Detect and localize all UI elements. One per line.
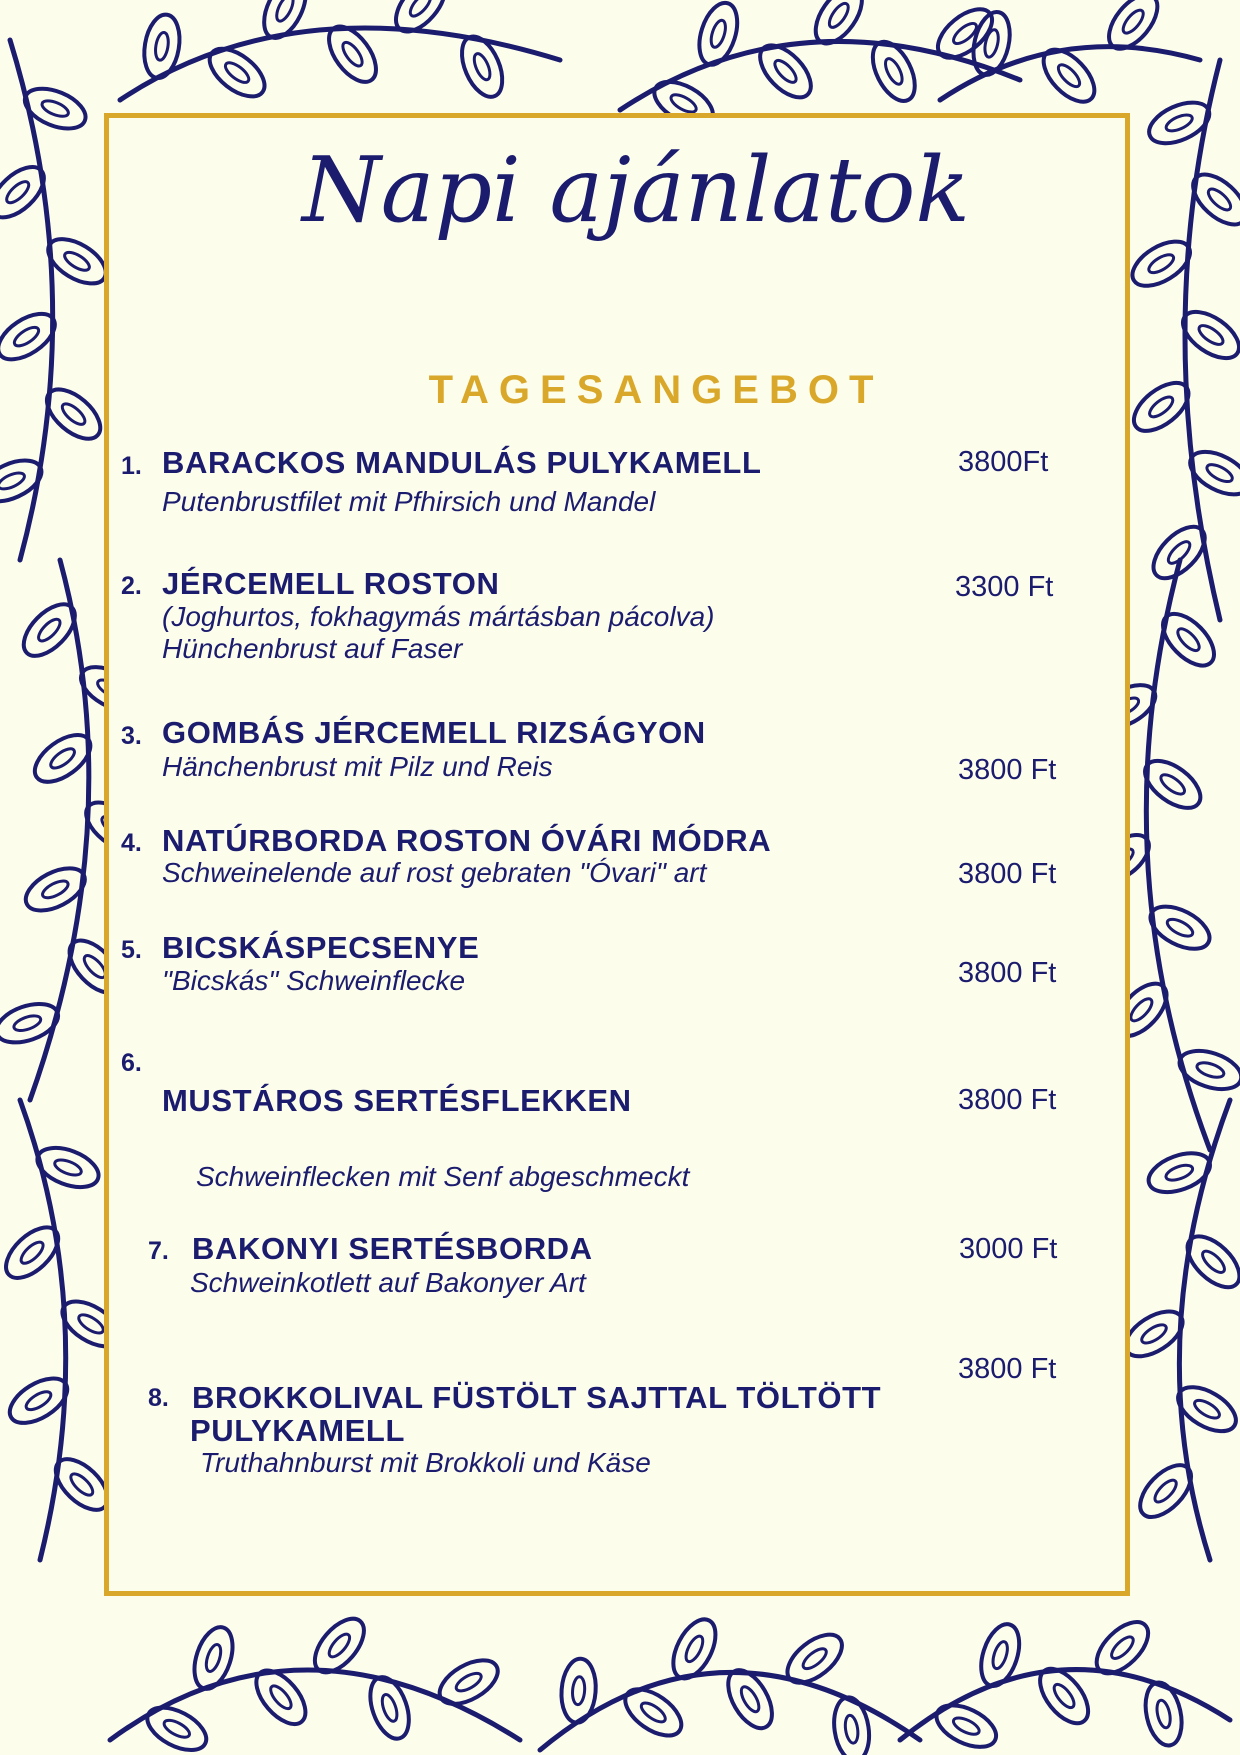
item-name: BARACKOS MANDULÁS PULYKAMELL bbox=[162, 445, 762, 480]
item-name: BICSKÁSPECSENYE bbox=[162, 930, 480, 965]
item-description: Hänchenbrust mit Pilz und Reis bbox=[162, 751, 553, 782]
item-price: 3800 Ft bbox=[958, 858, 1057, 890]
item-description: Schweinelende auf rost gebraten "Óvari" art bbox=[162, 857, 707, 888]
item-number: 6. bbox=[121, 1049, 142, 1077]
item-name: BROKKOLIVAL FÜSTÖLT SAJTTAL TÖLTÖTT bbox=[192, 1380, 882, 1415]
item-number: 7. bbox=[148, 1237, 169, 1265]
item-name: BAKONYI SERTÉSBORDA bbox=[192, 1231, 593, 1266]
item-name: NATÚRBORDA ROSTON ÓVÁRI MÓDRA bbox=[162, 823, 772, 858]
item-price: 3800 Ft bbox=[958, 1353, 1057, 1385]
item-price: 3300 Ft bbox=[955, 571, 1054, 603]
item-price: 3800Ft bbox=[958, 446, 1049, 478]
item-name-continued: PULYKAMELL bbox=[190, 1413, 405, 1448]
item-description: Schweinflecken mit Senf abgeschmeckt bbox=[196, 1161, 690, 1192]
item-price: 3800 Ft bbox=[958, 957, 1057, 989]
item-name: MUSTÁROS SERTÉSFLEKKEN bbox=[162, 1083, 632, 1118]
item-number: 3. bbox=[121, 722, 142, 750]
item-description: (Joghurtos, fokhagymás mártásban pácolva) bbox=[162, 601, 715, 632]
menu-subtitle: TAGESANGEBOT bbox=[428, 368, 884, 412]
item-price: 3000 Ft bbox=[959, 1233, 1058, 1265]
item-number: 4. bbox=[121, 829, 142, 857]
item-description: Putenbrustfilet mit Pfhirsich und Mandel bbox=[162, 486, 656, 517]
item-name: JÉRCEMELL ROSTON bbox=[162, 566, 500, 601]
item-description: Truthahnburst mit Brokkoli und Käse bbox=[200, 1447, 651, 1478]
item-price: 3800 Ft bbox=[958, 1084, 1057, 1116]
item-description: Schweinkotlett auf Bakonyer Art bbox=[190, 1267, 586, 1298]
item-number: 5. bbox=[121, 936, 142, 964]
item-name: GOMBÁS JÉRCEMELL RIZSÁGYON bbox=[162, 715, 706, 750]
item-description-secondary: Hünchenbrust auf Faser bbox=[162, 633, 463, 664]
item-number: 1. bbox=[121, 452, 142, 480]
item-number: 2. bbox=[121, 572, 142, 600]
item-description: "Bicskás" Schweinflecke bbox=[162, 965, 466, 996]
menu-title: Napi ajánlatok bbox=[302, 138, 970, 243]
item-price: 3800 Ft bbox=[958, 754, 1057, 786]
item-number: 8. bbox=[148, 1384, 169, 1412]
